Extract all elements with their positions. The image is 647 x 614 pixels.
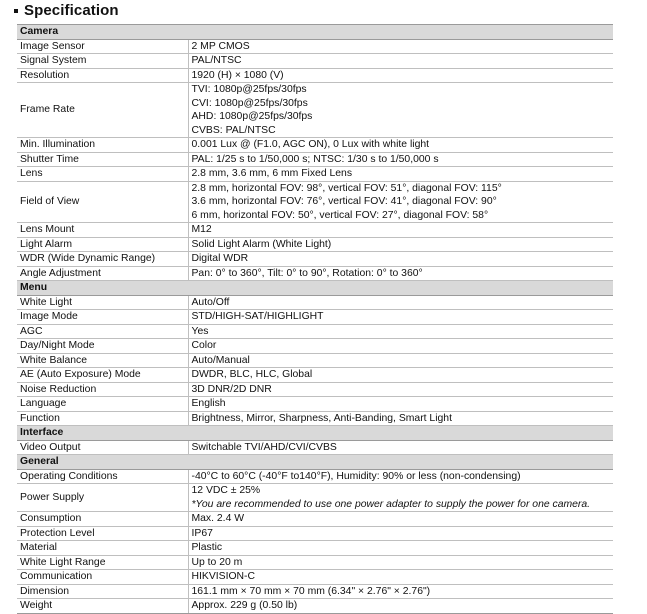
spec-value — [188, 83, 613, 138]
section-header-camera — [17, 25, 613, 40]
table-row — [17, 68, 613, 83]
spec-value — [188, 223, 613, 238]
table-row — [17, 526, 613, 541]
section-title: General — [17, 455, 613, 470]
spec-value — [188, 411, 613, 426]
spec-value-line: 161.1 mm × 70 mm × 70 mm (6.34" × 2.76" × 2.76") — [191, 585, 431, 597]
spec-value — [188, 541, 613, 556]
table-row — [17, 541, 613, 556]
spec-value — [188, 339, 613, 354]
spec-label: WDR (Wide Dynamic Range) — [17, 252, 188, 267]
spec-value — [188, 138, 613, 153]
table-row — [17, 469, 613, 484]
spec-table — [17, 24, 613, 614]
spec-value-line: Yes — [191, 325, 209, 337]
spec-value — [188, 152, 613, 167]
table-row — [17, 353, 613, 368]
spec-value — [188, 237, 613, 252]
spec-value — [188, 397, 613, 412]
spec-value-line: Switchable TVI/AHD/CVI/CVBS — [191, 441, 337, 453]
spec-value-line: Auto/Off — [191, 296, 230, 308]
spec-value-line: CVI: 1080p@25fps/30fps — [191, 97, 308, 109]
table-row — [17, 570, 613, 585]
spec-note: *You are recommended to use one power adapter to supply the power for one camera. — [191, 498, 591, 510]
spec-label: Image Sensor — [17, 39, 188, 54]
spec-value-line: 0.001 Lux @ (F1.0, AGC ON), 0 Lux with white light — [191, 139, 430, 150]
spec-value-line: Max. 2.4 W — [191, 513, 245, 524]
spec-label: Dimension — [17, 584, 188, 599]
spec-label: White Balance — [17, 353, 188, 368]
spec-value-line: IP67 — [191, 527, 213, 539]
spec-label: AGC — [17, 324, 188, 339]
section-title: Menu — [17, 281, 613, 296]
table-row — [17, 368, 613, 383]
spec-value — [188, 512, 613, 527]
spec-value — [188, 252, 613, 267]
spec-label: Communication — [17, 570, 188, 585]
spec-value-line: HIKVISION-C — [191, 571, 256, 582]
table-row — [17, 295, 613, 310]
table-row — [17, 167, 613, 182]
spec-value — [188, 39, 613, 54]
spec-value — [188, 266, 613, 281]
spec-value — [188, 324, 613, 339]
table-row — [17, 152, 613, 167]
spec-value-line: 1920 (H) × 1080 (V) — [191, 69, 284, 81]
table-row — [17, 324, 613, 339]
table-row — [17, 310, 613, 325]
spec-label: Operating Conditions — [17, 469, 188, 484]
spec-label: White Light Range — [17, 555, 188, 570]
spec-label: Power Supply — [17, 484, 188, 512]
spec-value-line: Up to 20 m — [191, 556, 243, 568]
spec-value — [188, 555, 613, 570]
spec-label: Shutter Time — [17, 152, 188, 167]
spec-label: Angle Adjustment — [17, 266, 188, 281]
table-row — [17, 252, 613, 267]
spec-label: Video Output — [17, 440, 188, 455]
spec-value — [188, 368, 613, 383]
spec-label: Day/Night Mode — [17, 339, 188, 354]
spec-value-line: 3D DNR/2D DNR — [191, 383, 272, 395]
table-row — [17, 440, 613, 455]
table-row — [17, 39, 613, 54]
spec-value — [188, 54, 613, 69]
table-row — [17, 382, 613, 397]
spec-label: Signal System — [17, 54, 188, 69]
spec-label: Material — [17, 541, 188, 556]
spec-value-line: STD/HIGH-SAT/HIGHLIGHT — [191, 311, 324, 322]
spec-value-line: Solid Light Alarm (White Light) — [191, 238, 332, 250]
section-title: Interface — [17, 426, 613, 441]
spec-value-line: Pan: 0° to 360°, Tilt: 0° to 90°, Rotation: 0° to 360° — [191, 267, 423, 279]
spec-value — [188, 469, 613, 484]
spec-label: Lens Mount — [17, 223, 188, 238]
spec-label: Field of View — [17, 181, 188, 223]
spec-value-line: TVI: 1080p@25fps/30fps — [191, 84, 307, 95]
table-row — [17, 181, 613, 223]
spec-value-line: Plastic — [191, 542, 223, 553]
spec-value-line: 2.8 mm, 3.6 mm, 6 mm Fixed Lens — [191, 168, 353, 179]
spec-value — [188, 181, 613, 223]
spec-label: Image Mode — [17, 310, 188, 325]
spec-label: Language — [17, 397, 188, 412]
spec-value — [188, 167, 613, 182]
spec-value-line: DWDR, BLC, HLC, Global — [191, 369, 313, 380]
spec-value-line: Brightness, Mirror, Sharpness, Anti-Banding, Smart Light — [191, 412, 452, 424]
spec-value — [188, 484, 613, 512]
spec-label: AE (Auto Exposure) Mode — [17, 368, 188, 383]
spec-value-line: CVBS: PAL/NTSC — [191, 124, 276, 136]
page-title — [14, 2, 119, 19]
spec-value — [188, 440, 613, 455]
spec-value-line: 2.8 mm, horizontal FOV: 98°, vertical FOV: 51°, diagonal FOV: 115° — [191, 182, 502, 194]
spec-value-line: Approx. 229 g (0.50 lb) — [191, 600, 298, 611]
bullet-icon — [14, 9, 18, 13]
table-row — [17, 397, 613, 412]
section-header-interface — [17, 426, 613, 441]
spec-label: Protection Level — [17, 526, 188, 541]
spec-value-line: 2 MP CMOS — [191, 40, 250, 52]
spec-value — [188, 570, 613, 585]
section-header-menu — [17, 281, 613, 296]
table-row — [17, 266, 613, 281]
spec-label: White Light — [17, 295, 188, 310]
spec-value-line: PAL/NTSC — [191, 55, 242, 66]
spec-label: Lens — [17, 167, 188, 182]
section-header-general — [17, 455, 613, 470]
spec-value-line: English — [191, 398, 226, 409]
table-row — [17, 138, 613, 153]
table-row — [17, 512, 613, 527]
spec-value — [188, 310, 613, 325]
spec-value-line: -40°C to 60°C (-40°F to140°F), Humidity: 90% or less (non-condensing) — [191, 470, 521, 482]
spec-value — [188, 584, 613, 599]
table-row — [17, 555, 613, 570]
spec-label: Resolution — [17, 68, 188, 83]
spec-label: Light Alarm — [17, 237, 188, 252]
spec-label: Consumption — [17, 512, 188, 527]
spec-label: Min. Illumination — [17, 138, 188, 153]
spec-value-line: 6 mm, horizontal FOV: 50°, vertical FOV: 27°, diagonal FOV: 58° — [191, 209, 489, 221]
spec-value-line: Color — [191, 340, 217, 351]
table-row — [17, 484, 613, 512]
spec-label: Noise Reduction — [17, 382, 188, 397]
table-row — [17, 584, 613, 599]
spec-value-line: PAL: 1/25 s to 1/50,000 s; NTSC: 1/30 s to 1/50,000 s — [191, 153, 439, 165]
spec-label: Frame Rate — [17, 83, 188, 138]
spec-value-line: Auto/Manual — [191, 354, 250, 366]
table-row — [17, 54, 613, 69]
section-title: Camera — [17, 25, 613, 40]
table-row — [17, 83, 613, 138]
spec-value — [188, 353, 613, 368]
page-title-text: Specification — [24, 2, 119, 19]
spec-value — [188, 382, 613, 397]
spec-label: Function — [17, 411, 188, 426]
spec-value-line: 3.6 mm, horizontal FOV: 76°, vertical FOV: 41°, diagonal FOV: 90° — [191, 196, 497, 207]
spec-label: Weight — [17, 599, 188, 614]
table-row — [17, 339, 613, 354]
spec-value — [188, 295, 613, 310]
spec-value-line: Digital WDR — [191, 253, 249, 264]
spec-value — [188, 68, 613, 83]
spec-value-line: M12 — [191, 224, 212, 235]
table-row — [17, 237, 613, 252]
table-row — [17, 223, 613, 238]
table-row — [17, 411, 613, 426]
spec-value — [188, 526, 613, 541]
spec-value-line: 12 VDC ± 25% — [191, 485, 261, 496]
spec-value-line: AHD: 1080p@25fps/30fps — [191, 111, 313, 122]
